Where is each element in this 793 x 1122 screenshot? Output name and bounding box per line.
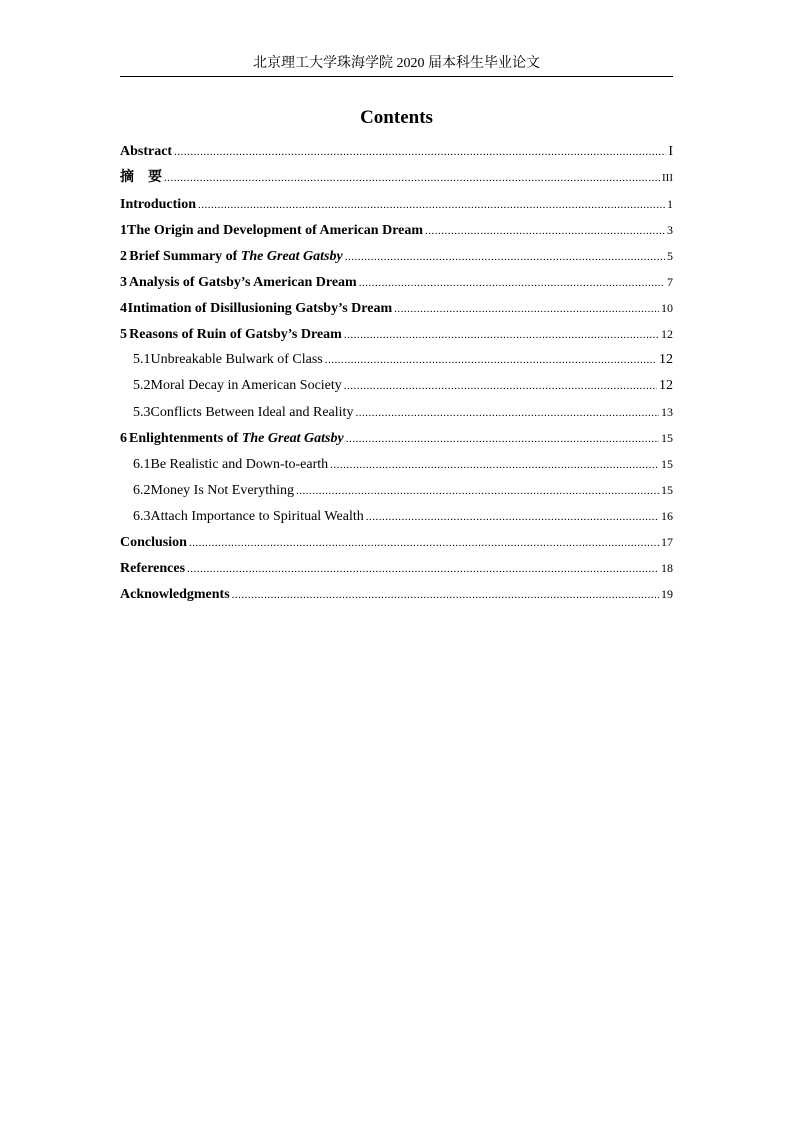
toc-entry-label: Conflicts Between Ideal and Reality [150, 405, 354, 420]
toc-entry-references[interactable] [120, 557, 673, 579]
toc-entry-label: Introduction [120, 197, 196, 212]
toc-entry-label: Moral Decay in American Society [150, 378, 342, 393]
dot-leader [189, 532, 659, 554]
toc-entry-page: 12 [661, 327, 673, 341]
header-rule [120, 76, 673, 77]
toc-entry-number: 5 [120, 327, 127, 342]
toc-entry-section-6-2[interactable] [133, 479, 673, 501]
toc-entry-label: 摘 要 [120, 170, 162, 185]
toc-entry-chapter-6[interactable] [120, 427, 673, 449]
toc-entry-section-5-2[interactable] [133, 375, 673, 397]
toc-entry-number: 6.2 [133, 483, 151, 498]
toc-entry-acknowledgments[interactable] [120, 583, 673, 605]
toc-entry-introduction[interactable] [120, 193, 673, 215]
toc-entry-page: 1 [667, 197, 673, 211]
running-header: 北京理工大学珠海学院 2020 届本科生毕业论文 [253, 56, 540, 71]
dot-leader [198, 194, 665, 216]
toc-entry-page: 13 [661, 405, 673, 419]
toc-entry-label: Abstract [120, 144, 173, 159]
toc-entry-page: 5 [667, 249, 673, 263]
toc-entry-label [129, 428, 344, 450]
toc-entry-section-5-1[interactable] [133, 349, 673, 371]
toc-entry-label: Acknowledgments [120, 587, 230, 602]
dot-leader [232, 584, 659, 606]
toc-entry-page: 19 [661, 587, 673, 601]
toc-entry-chapter-3[interactable] [120, 271, 673, 293]
toc-entry-section-6-1[interactable] [133, 453, 673, 475]
dot-leader [344, 324, 659, 346]
dot-leader [330, 454, 659, 476]
toc-entry-label: Money Is Not Everything [150, 483, 294, 498]
page-title: Contents [360, 107, 433, 128]
toc-entry-number: 1 [120, 223, 127, 238]
book-title: The Great Gatsby [241, 431, 344, 446]
toc-entry-section-5-3[interactable] [133, 401, 673, 423]
toc-entry-page: 18 [661, 561, 673, 575]
book-title: The Great Gatsby [240, 249, 343, 264]
toc-entry-abstract[interactable] [120, 141, 673, 163]
toc-entry-page: 15 [661, 431, 673, 445]
toc-entry-label: Intimation of Disillusioning Gatsby’s Dream [127, 301, 393, 316]
toc-entry-page: I [668, 144, 673, 159]
toc-entry-page: 15 [661, 483, 673, 497]
toc-entry-label: Conclusion [120, 535, 187, 550]
toc-entry-number: 4 [120, 301, 127, 316]
toc-entry-chapter-1[interactable] [120, 219, 673, 241]
toc-entry-label: Attach Importance to Spiritual Wealth [150, 509, 364, 524]
toc-entry-page: 10 [661, 301, 673, 315]
dot-leader [346, 428, 659, 450]
toc-entry-label: Reasons of Ruin of Gatsby’s Dream [129, 327, 342, 342]
toc-entry-page: 17 [661, 535, 673, 549]
dot-leader [174, 141, 666, 163]
toc-entry-conclusion[interactable] [120, 531, 673, 553]
toc-entry-number: 6.3 [133, 509, 151, 524]
toc-entry-number: 3 [120, 275, 127, 290]
toc-entry-label [129, 246, 342, 268]
toc-entry-number: 5.1 [133, 352, 151, 367]
dot-leader [164, 167, 660, 189]
toc-entry-label-text: Brief Summary of [129, 249, 241, 264]
toc-entry-number: 5.2 [133, 378, 151, 393]
toc-entry-chapter-5[interactable] [120, 323, 673, 345]
dot-leader [345, 246, 665, 268]
toc-entry-page: 15 [661, 457, 673, 471]
toc-entry-label: References [120, 561, 186, 576]
toc-entry-page: 16 [661, 509, 673, 523]
toc-entry-label: Be Realistic and Down-to-earth [150, 457, 329, 472]
toc-entry-chinese-abstract[interactable] [120, 167, 673, 189]
toc-entry-label: The Origin and Development of American Dream [127, 223, 424, 238]
toc-entry-number: 5.3 [133, 405, 151, 420]
dot-leader [425, 220, 665, 242]
dot-leader [359, 272, 665, 294]
toc-entry-page: III [662, 172, 673, 184]
toc-entry-page: 12 [659, 352, 673, 367]
dot-leader [296, 480, 659, 502]
dot-leader [187, 558, 659, 580]
dot-leader [355, 402, 659, 424]
dot-leader [394, 298, 659, 320]
toc-entry-page: 7 [667, 275, 673, 289]
toc-entry-label: Unbreakable Bulwark of Class [150, 352, 323, 367]
toc-entry-number: 6 [120, 431, 127, 446]
toc-entry-number: 6.1 [133, 457, 151, 472]
dot-leader [344, 375, 657, 397]
dot-leader [366, 506, 659, 528]
toc-entry-number: 2 [120, 249, 127, 264]
toc-entry-chapter-4[interactable] [120, 297, 673, 319]
toc-entry-page: 12 [659, 378, 673, 393]
toc-entry-chapter-2[interactable] [120, 245, 673, 267]
dot-leader [325, 349, 657, 371]
toc-entry-section-6-3[interactable] [133, 505, 673, 527]
toc-entry-label-text: Enlightenments of [129, 431, 242, 446]
toc-entry-label: Analysis of Gatsby’s American Dream [128, 275, 357, 290]
toc-entry-page: 3 [667, 223, 673, 237]
